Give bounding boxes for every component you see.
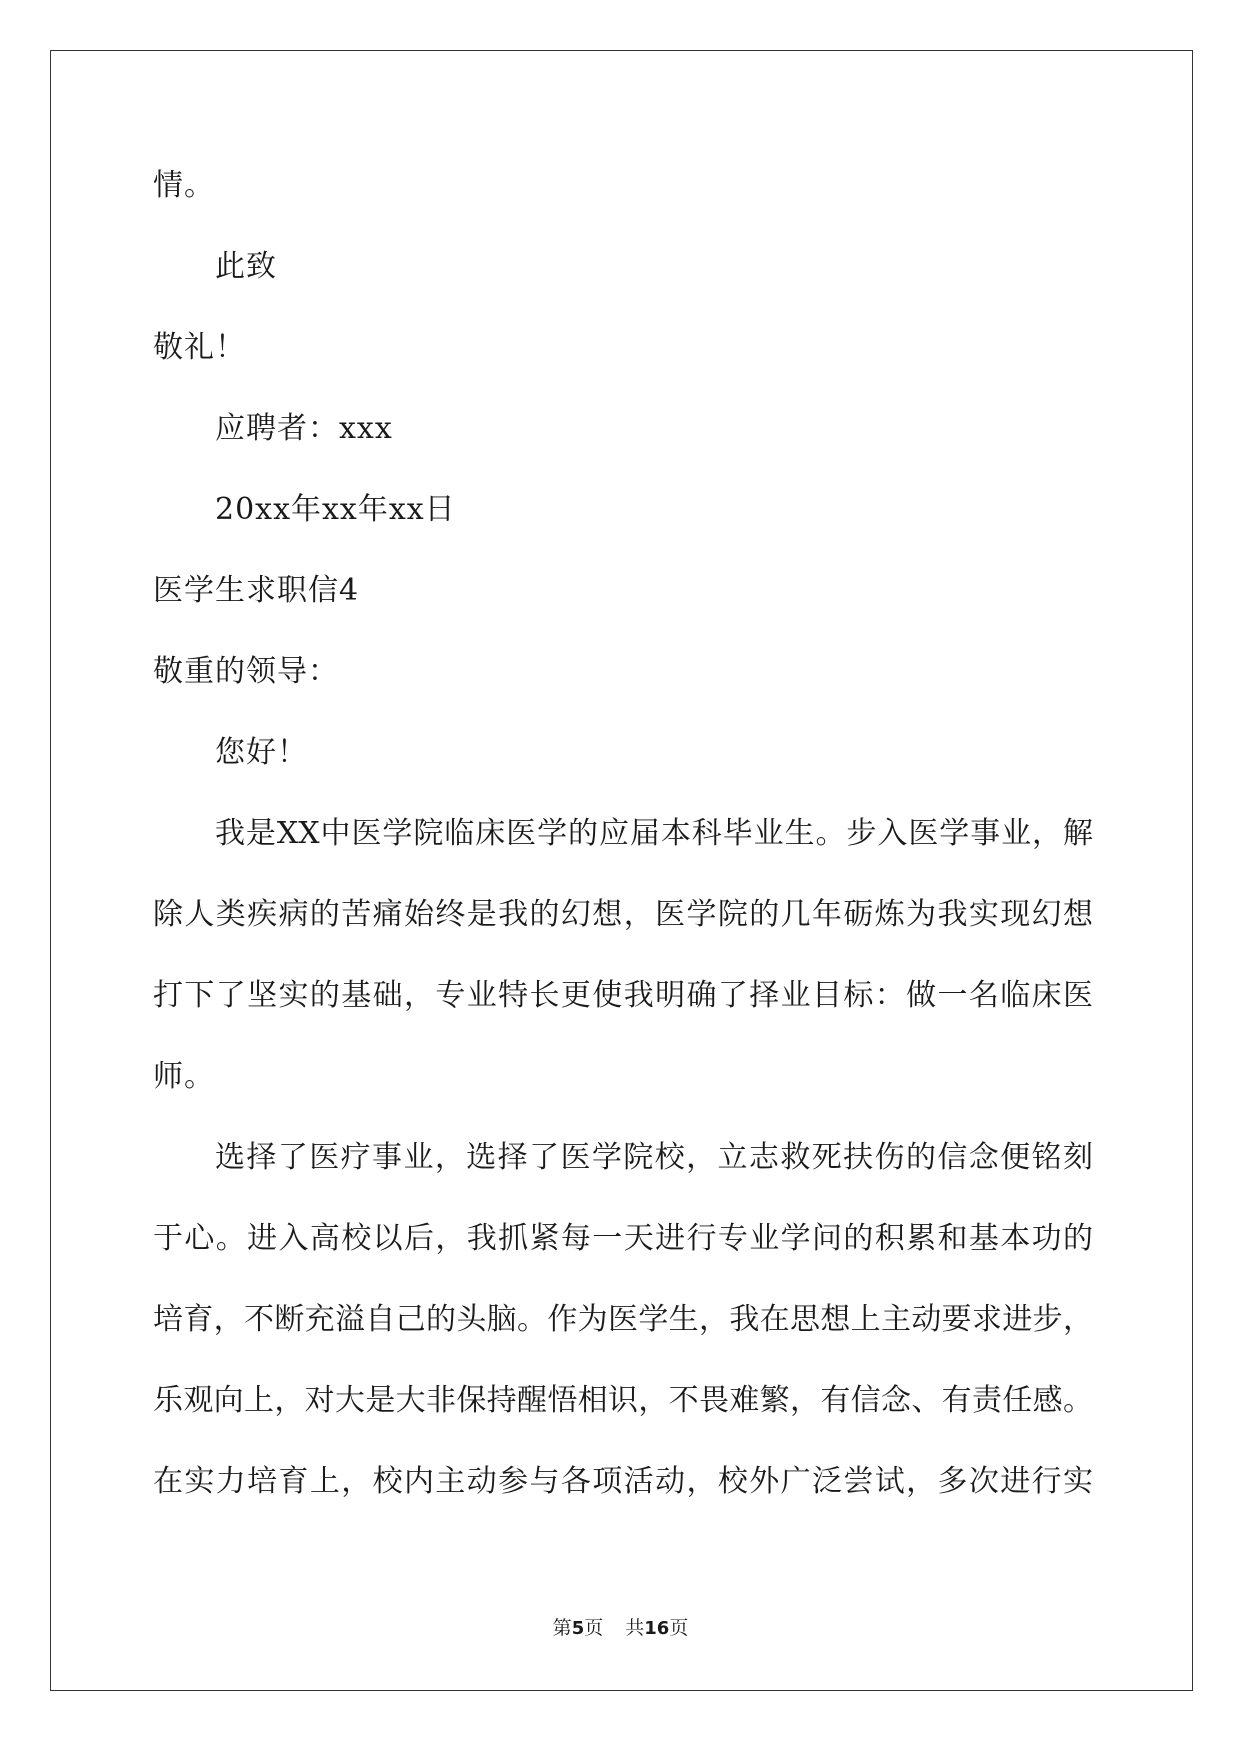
text-line: 在实力培育上，校内主动参与各项活动，校外广泛尝试，多次进行实 [153, 1464, 1093, 1499]
text-line: 于心。进入高校以后，我抓紧每一天进行专业学问的积累和基本功的 [153, 1221, 1093, 1256]
text-line: 医学生求职信4 [153, 573, 360, 608]
text-line: 情。 [153, 168, 215, 203]
total-prefix: 共 [625, 1617, 645, 1639]
text-line: 打下了坚实的基础，专业特长更使我明确了择业目标：做一名临床医 [153, 978, 1093, 1013]
page-footer [0, 1616, 1241, 1641]
text-line: 乐观向上，对大是大非保持醒悟相识，不畏难繁，有信念、有责任感。 [153, 1383, 1093, 1418]
text-line: 我是XX中医学院临床医学的应届本科毕业生。步入医学事业，解 [215, 816, 1093, 851]
text-line: 除人类疾病的苦痛始终是我的幻想，医学院的几年砺炼为我实现幻想 [153, 897, 1093, 932]
text-line: 培育，不断充溢自己的头脑。作为医学生，我在思想上主动要求进步， [153, 1302, 1093, 1337]
text-line: 此致 [215, 249, 277, 284]
page-current: 5 [571, 1618, 585, 1639]
text-line: 选择了医疗事业，选择了医学院校，立志救死扶伤的信念便铭刻 [215, 1140, 1093, 1175]
text-line: 敬礼！ [153, 330, 246, 365]
total-suffix: 页 [669, 1617, 689, 1639]
document-body [153, 166, 1093, 1543]
text-line: 您好！ [215, 735, 308, 770]
text-line: 20xx年xx年xx日 [215, 492, 456, 527]
page-prefix: 第 [552, 1617, 572, 1639]
page-suffix: 页 [584, 1617, 604, 1639]
text-line: 敬重的领导： [153, 654, 339, 689]
text-line: 应聘者：xxx [215, 411, 393, 446]
page-total: 16 [644, 1618, 670, 1639]
text-line: 师。 [153, 1059, 215, 1094]
